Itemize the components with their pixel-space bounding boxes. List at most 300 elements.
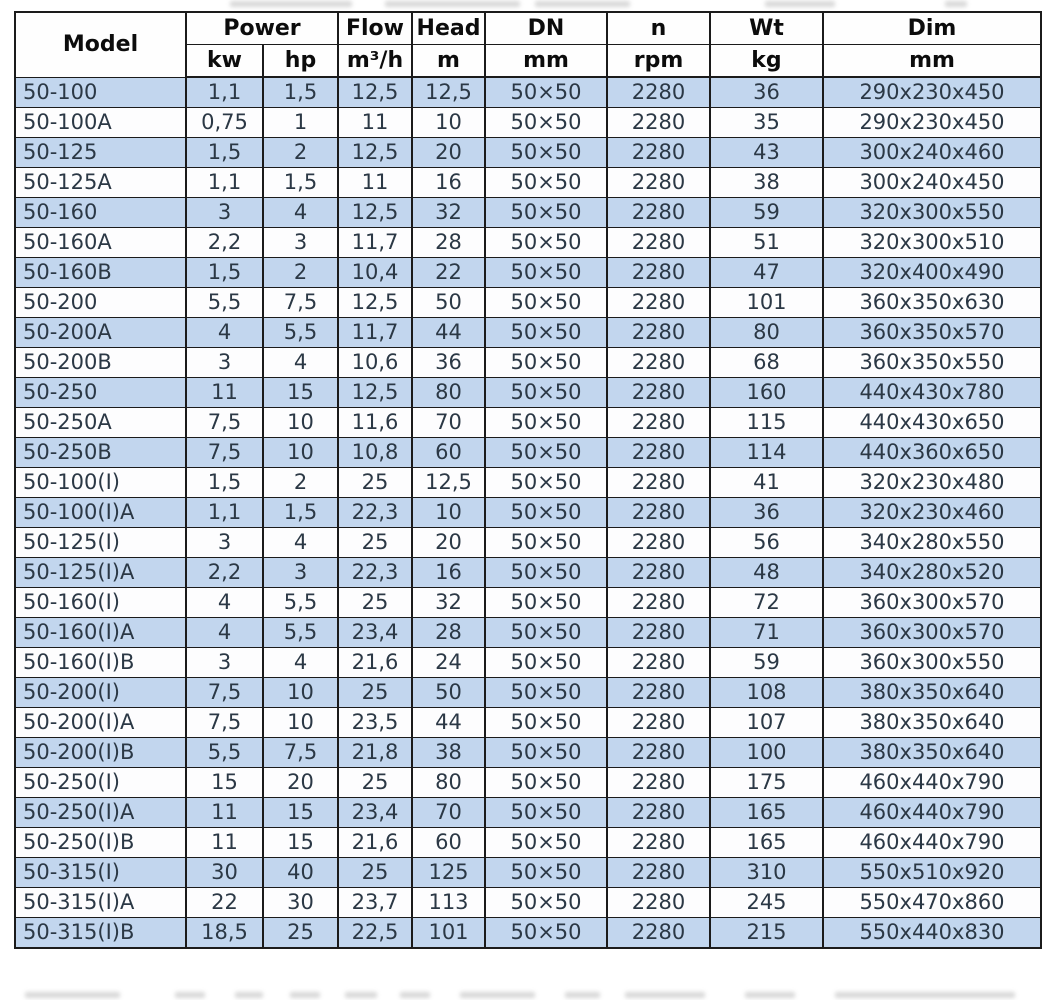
cell-hp: 25 <box>263 918 338 949</box>
cell-hp: 10 <box>263 708 338 738</box>
cell-head: 12,5 <box>412 77 485 108</box>
cell-model: 50-100A <box>15 108 186 138</box>
cell-flow: 11,7 <box>338 228 412 258</box>
cell-head: 60 <box>412 828 485 858</box>
header-unit-head: m <box>412 45 485 78</box>
cell-flow: 25 <box>338 528 412 558</box>
scan-artifact <box>235 992 263 998</box>
cell-wt: 101 <box>710 288 823 318</box>
cell-dn: 50×50 <box>485 648 607 678</box>
cell-hp: 40 <box>263 858 338 888</box>
cell-flow: 11 <box>338 108 412 138</box>
table-row <box>15 258 1041 288</box>
cell-rpm: 2280 <box>607 618 710 648</box>
table-row <box>15 318 1041 348</box>
scan-artifact <box>230 1 352 7</box>
header-unit-dn: mm <box>485 45 607 78</box>
cell-wt: 43 <box>710 138 823 168</box>
cell-dim: 360x300x570 <box>823 618 1041 648</box>
cell-rpm: 2280 <box>607 888 710 918</box>
cell-dim: 320x230x460 <box>823 498 1041 528</box>
cell-dim: 360x300x550 <box>823 648 1041 678</box>
cell-head: 44 <box>412 708 485 738</box>
cell-flow: 23,4 <box>338 618 412 648</box>
cell-hp: 3 <box>263 558 338 588</box>
cell-dim: 320x300x550 <box>823 198 1041 228</box>
cell-wt: 160 <box>710 378 823 408</box>
cell-kw: 3 <box>186 528 263 558</box>
cell-dim: 460x440x790 <box>823 768 1041 798</box>
scan-artifact <box>745 992 795 998</box>
cell-flow: 11,6 <box>338 408 412 438</box>
cell-head: 24 <box>412 648 485 678</box>
cell-rpm: 2280 <box>607 258 710 288</box>
cell-kw: 18,5 <box>186 918 263 949</box>
cell-rpm: 2280 <box>607 408 710 438</box>
cell-wt: 38 <box>710 168 823 198</box>
cell-hp: 5,5 <box>263 318 338 348</box>
cell-wt: 59 <box>710 198 823 228</box>
cell-flow: 23,7 <box>338 888 412 918</box>
cell-kw: 1,1 <box>186 77 263 108</box>
table-row <box>15 918 1041 949</box>
cell-model: 50-100 <box>15 77 186 108</box>
cell-head: 10 <box>412 108 485 138</box>
scan-artifact <box>460 992 535 998</box>
cell-kw: 11 <box>186 378 263 408</box>
cell-dn: 50×50 <box>485 468 607 498</box>
cell-wt: 310 <box>710 858 823 888</box>
cell-dn: 50×50 <box>485 738 607 768</box>
cell-kw: 30 <box>186 858 263 888</box>
cell-dim: 380x350x640 <box>823 708 1041 738</box>
cell-head: 80 <box>412 768 485 798</box>
cell-flow: 12,5 <box>338 77 412 108</box>
cell-wt: 108 <box>710 678 823 708</box>
table-row <box>15 528 1041 558</box>
cell-dn: 50×50 <box>485 888 607 918</box>
cell-rpm: 2280 <box>607 498 710 528</box>
table-row <box>15 438 1041 468</box>
table-row <box>15 738 1041 768</box>
cell-dn: 50×50 <box>485 438 607 468</box>
cell-kw: 1,5 <box>186 468 263 498</box>
cell-flow: 10,4 <box>338 258 412 288</box>
cell-hp: 1,5 <box>263 77 338 108</box>
cell-dn: 50×50 <box>485 768 607 798</box>
table-row <box>15 888 1041 918</box>
scan-artifact <box>175 992 205 998</box>
cell-head: 20 <box>412 528 485 558</box>
cell-wt: 245 <box>710 888 823 918</box>
cell-rpm: 2280 <box>607 168 710 198</box>
cell-rpm: 2280 <box>607 318 710 348</box>
cell-dn: 50×50 <box>485 528 607 558</box>
cell-dim: 360x350x570 <box>823 318 1041 348</box>
cell-head: 16 <box>412 558 485 588</box>
cell-wt: 59 <box>710 648 823 678</box>
cell-wt: 35 <box>710 108 823 138</box>
cell-head: 28 <box>412 228 485 258</box>
cell-flow: 12,5 <box>338 198 412 228</box>
cell-dn: 50×50 <box>485 318 607 348</box>
cell-hp: 2 <box>263 138 338 168</box>
cell-wt: 175 <box>710 768 823 798</box>
header-model: Model <box>15 12 186 77</box>
cell-dn: 50×50 <box>485 378 607 408</box>
cell-dim: 320x400x490 <box>823 258 1041 288</box>
cell-wt: 72 <box>710 588 823 618</box>
cell-dn: 50×50 <box>485 918 607 949</box>
cell-head: 20 <box>412 138 485 168</box>
cell-hp: 15 <box>263 378 338 408</box>
cell-flow: 25 <box>338 858 412 888</box>
scan-artifact <box>565 992 600 998</box>
cell-wt: 80 <box>710 318 823 348</box>
cell-head: 22 <box>412 258 485 288</box>
cell-hp: 10 <box>263 678 338 708</box>
cell-wt: 47 <box>710 258 823 288</box>
scan-artifact <box>345 992 377 998</box>
cell-flow: 10,6 <box>338 348 412 378</box>
cell-dim: 360x350x630 <box>823 288 1041 318</box>
cell-flow: 25 <box>338 468 412 498</box>
cell-model: 50-160A <box>15 228 186 258</box>
table-row <box>15 288 1041 318</box>
cell-wt: 107 <box>710 708 823 738</box>
cell-hp: 15 <box>263 828 338 858</box>
cell-kw: 2,2 <box>186 558 263 588</box>
header-unit-wt: kg <box>710 45 823 78</box>
cell-flow: 25 <box>338 588 412 618</box>
cell-rpm: 2280 <box>607 648 710 678</box>
scan-artifact <box>535 1 630 7</box>
cell-wt: 165 <box>710 828 823 858</box>
cell-head: 10 <box>412 498 485 528</box>
cell-rpm: 2280 <box>607 678 710 708</box>
cell-flow: 11 <box>338 168 412 198</box>
header-unit-dim: mm <box>823 45 1041 78</box>
cell-rpm: 2280 <box>607 288 710 318</box>
cell-rpm: 2280 <box>607 198 710 228</box>
cell-model: 50-315(I)B <box>15 918 186 949</box>
cell-flow: 21,6 <box>338 828 412 858</box>
cell-wt: 41 <box>710 468 823 498</box>
cell-wt: 36 <box>710 498 823 528</box>
cell-dn: 50×50 <box>485 348 607 378</box>
header-dim: Dim <box>823 12 1041 45</box>
header-dn: DN <box>485 12 607 45</box>
cell-kw: 7,5 <box>186 408 263 438</box>
scan-artifact <box>400 992 430 998</box>
header-power-group: Power <box>186 12 338 45</box>
cell-flow: 22,3 <box>338 498 412 528</box>
cell-head: 50 <box>412 678 485 708</box>
cell-dn: 50×50 <box>485 678 607 708</box>
cell-head: 32 <box>412 588 485 618</box>
cell-hp: 5,5 <box>263 618 338 648</box>
cell-flow: 23,4 <box>338 798 412 828</box>
cell-kw: 2,2 <box>186 228 263 258</box>
cell-rpm: 2280 <box>607 828 710 858</box>
cell-hp: 1,5 <box>263 168 338 198</box>
cell-model: 50-125(I)A <box>15 558 186 588</box>
cell-dim: 320x230x480 <box>823 468 1041 498</box>
header-unit-kw: kw <box>186 45 263 78</box>
cell-dim: 320x300x510 <box>823 228 1041 258</box>
header-flow: Flow <box>338 12 412 45</box>
cell-kw: 1,5 <box>186 258 263 288</box>
cell-dim: 340x280x520 <box>823 558 1041 588</box>
cell-dn: 50×50 <box>485 618 607 648</box>
cell-head: 44 <box>412 318 485 348</box>
cell-kw: 11 <box>186 828 263 858</box>
cell-dim: 290x230x450 <box>823 108 1041 138</box>
scan-artifact <box>625 992 705 998</box>
cell-rpm: 2280 <box>607 138 710 168</box>
cell-dn: 50×50 <box>485 108 607 138</box>
table-row <box>15 648 1041 678</box>
cell-dn: 50×50 <box>485 858 607 888</box>
cell-head: 28 <box>412 618 485 648</box>
table-row <box>15 378 1041 408</box>
cell-rpm: 2280 <box>607 468 710 498</box>
cell-rpm: 2280 <box>607 768 710 798</box>
cell-kw: 3 <box>186 348 263 378</box>
cell-flow: 12,5 <box>338 288 412 318</box>
cell-kw: 7,5 <box>186 438 263 468</box>
cell-model: 50-200A <box>15 318 186 348</box>
cell-dn: 50×50 <box>485 77 607 108</box>
cell-dim: 460x440x790 <box>823 798 1041 828</box>
cell-head: 113 <box>412 888 485 918</box>
cell-flow: 12,5 <box>338 138 412 168</box>
cell-flow: 21,8 <box>338 738 412 768</box>
cell-dn: 50×50 <box>485 588 607 618</box>
cell-model: 50-160(I)B <box>15 648 186 678</box>
cell-hp: 7,5 <box>263 288 338 318</box>
cell-rpm: 2280 <box>607 918 710 949</box>
cell-model: 50-160(I) <box>15 588 186 618</box>
cell-rpm: 2280 <box>607 858 710 888</box>
cell-kw: 4 <box>186 618 263 648</box>
header-row-labels <box>15 12 1041 45</box>
cell-head: 50 <box>412 288 485 318</box>
cell-dn: 50×50 <box>485 258 607 288</box>
cell-kw: 4 <box>186 588 263 618</box>
spec-table <box>14 11 1042 949</box>
cell-dim: 300x240x460 <box>823 138 1041 168</box>
cell-dim: 380x350x640 <box>823 678 1041 708</box>
table-row <box>15 588 1041 618</box>
cell-flow: 25 <box>338 678 412 708</box>
cell-model: 50-125A <box>15 168 186 198</box>
cell-dn: 50×50 <box>485 288 607 318</box>
cell-kw: 0,75 <box>186 108 263 138</box>
cell-model: 50-200(I) <box>15 678 186 708</box>
cell-model: 50-200B <box>15 348 186 378</box>
cell-dim: 380x350x640 <box>823 738 1041 768</box>
scan-artifact <box>290 992 320 998</box>
table-row <box>15 558 1041 588</box>
cell-head: 16 <box>412 168 485 198</box>
table-row <box>15 828 1041 858</box>
cell-kw: 11 <box>186 798 263 828</box>
cell-kw: 5,5 <box>186 288 263 318</box>
cell-dim: 360x300x570 <box>823 588 1041 618</box>
cell-dim: 460x440x790 <box>823 828 1041 858</box>
cell-kw: 3 <box>186 198 263 228</box>
cell-model: 50-160(I)A <box>15 618 186 648</box>
cell-dn: 50×50 <box>485 708 607 738</box>
table-row <box>15 138 1041 168</box>
cell-dn: 50×50 <box>485 168 607 198</box>
cell-model: 50-250A <box>15 408 186 438</box>
cell-kw: 1,5 <box>186 138 263 168</box>
cell-model: 50-100(I) <box>15 468 186 498</box>
cell-wt: 51 <box>710 228 823 258</box>
cell-hp: 4 <box>263 348 338 378</box>
table-row <box>15 858 1041 888</box>
cell-model: 50-250B <box>15 438 186 468</box>
scan-artifact <box>25 992 120 998</box>
cell-rpm: 2280 <box>607 708 710 738</box>
cell-rpm: 2280 <box>607 438 710 468</box>
cell-hp: 1,5 <box>263 498 338 528</box>
cell-hp: 20 <box>263 768 338 798</box>
cell-dim: 440x430x650 <box>823 408 1041 438</box>
cell-model: 50-125(I) <box>15 528 186 558</box>
cell-hp: 5,5 <box>263 588 338 618</box>
cell-model: 50-160 <box>15 198 186 228</box>
header-head: Head <box>412 12 485 45</box>
cell-model: 50-315(I)A <box>15 888 186 918</box>
table-row <box>15 228 1041 258</box>
cell-dn: 50×50 <box>485 828 607 858</box>
cell-head: 60 <box>412 438 485 468</box>
cell-hp: 10 <box>263 408 338 438</box>
cell-head: 101 <box>412 918 485 949</box>
cell-rpm: 2280 <box>607 378 710 408</box>
cell-flow: 22,5 <box>338 918 412 949</box>
header-n: n <box>607 12 710 45</box>
table-row <box>15 77 1041 108</box>
header-unit-hp: hp <box>263 45 338 78</box>
cell-wt: 71 <box>710 618 823 648</box>
cell-dn: 50×50 <box>485 798 607 828</box>
cell-hp: 10 <box>263 438 338 468</box>
cell-hp: 15 <box>263 798 338 828</box>
cell-dim: 360x350x550 <box>823 348 1041 378</box>
cell-kw: 4 <box>186 318 263 348</box>
cell-rpm: 2280 <box>607 528 710 558</box>
cell-hp: 2 <box>263 468 338 498</box>
cell-wt: 56 <box>710 528 823 558</box>
cell-hp: 1 <box>263 108 338 138</box>
cell-head: 38 <box>412 738 485 768</box>
cell-head: 125 <box>412 858 485 888</box>
table-row <box>15 768 1041 798</box>
cell-kw: 7,5 <box>186 678 263 708</box>
cell-wt: 114 <box>710 438 823 468</box>
cell-dim: 550x510x920 <box>823 858 1041 888</box>
cell-flow: 10,8 <box>338 438 412 468</box>
cell-rpm: 2280 <box>607 77 710 108</box>
cell-dim: 300x240x450 <box>823 168 1041 198</box>
cell-wt: 165 <box>710 798 823 828</box>
cell-wt: 36 <box>710 77 823 108</box>
scan-artifact <box>765 1 835 7</box>
table-row <box>15 348 1041 378</box>
cell-kw: 15 <box>186 768 263 798</box>
cell-kw: 1,1 <box>186 498 263 528</box>
cell-dim: 550x470x860 <box>823 888 1041 918</box>
cell-model: 50-200(I)A <box>15 708 186 738</box>
cell-wt: 215 <box>710 918 823 949</box>
cell-hp: 2 <box>263 258 338 288</box>
cell-hp: 4 <box>263 528 338 558</box>
cell-model: 50-315(I) <box>15 858 186 888</box>
table-row <box>15 708 1041 738</box>
table-row <box>15 618 1041 648</box>
cell-model: 50-125 <box>15 138 186 168</box>
cell-dn: 50×50 <box>485 138 607 168</box>
scan-artifact <box>945 1 967 7</box>
cell-dn: 50×50 <box>485 228 607 258</box>
cell-hp: 7,5 <box>263 738 338 768</box>
cell-kw: 3 <box>186 648 263 678</box>
cell-model: 50-100(I)A <box>15 498 186 528</box>
cell-model: 50-200 <box>15 288 186 318</box>
table-row <box>15 678 1041 708</box>
cell-flow: 22,3 <box>338 558 412 588</box>
table-row <box>15 798 1041 828</box>
cell-wt: 68 <box>710 348 823 378</box>
cell-rpm: 2280 <box>607 798 710 828</box>
cell-kw: 5,5 <box>186 738 263 768</box>
cell-dn: 50×50 <box>485 498 607 528</box>
cell-model: 50-160B <box>15 258 186 288</box>
cell-head: 80 <box>412 378 485 408</box>
cell-flow: 12,5 <box>338 378 412 408</box>
cell-head: 70 <box>412 408 485 438</box>
scan-artifact <box>385 1 520 7</box>
cell-head: 70 <box>412 798 485 828</box>
cell-hp: 3 <box>263 228 338 258</box>
cell-rpm: 2280 <box>607 228 710 258</box>
cell-hp: 4 <box>263 648 338 678</box>
header-wt: Wt <box>710 12 823 45</box>
cell-dim: 550x440x830 <box>823 918 1041 949</box>
table-body <box>15 77 1041 948</box>
cell-dim: 440x360x650 <box>823 438 1041 468</box>
table-row <box>15 168 1041 198</box>
table-row <box>15 498 1041 528</box>
cell-model: 50-250(I)A <box>15 798 186 828</box>
cell-flow: 11,7 <box>338 318 412 348</box>
table-header <box>15 12 1041 77</box>
table-row <box>15 198 1041 228</box>
cell-model: 50-250(I) <box>15 768 186 798</box>
cell-dim: 340x280x550 <box>823 528 1041 558</box>
cell-head: 36 <box>412 348 485 378</box>
cell-rpm: 2280 <box>607 588 710 618</box>
table-row <box>15 408 1041 438</box>
cell-head: 32 <box>412 198 485 228</box>
cell-model: 50-250 <box>15 378 186 408</box>
cell-dn: 50×50 <box>485 198 607 228</box>
cell-head: 12,5 <box>412 468 485 498</box>
